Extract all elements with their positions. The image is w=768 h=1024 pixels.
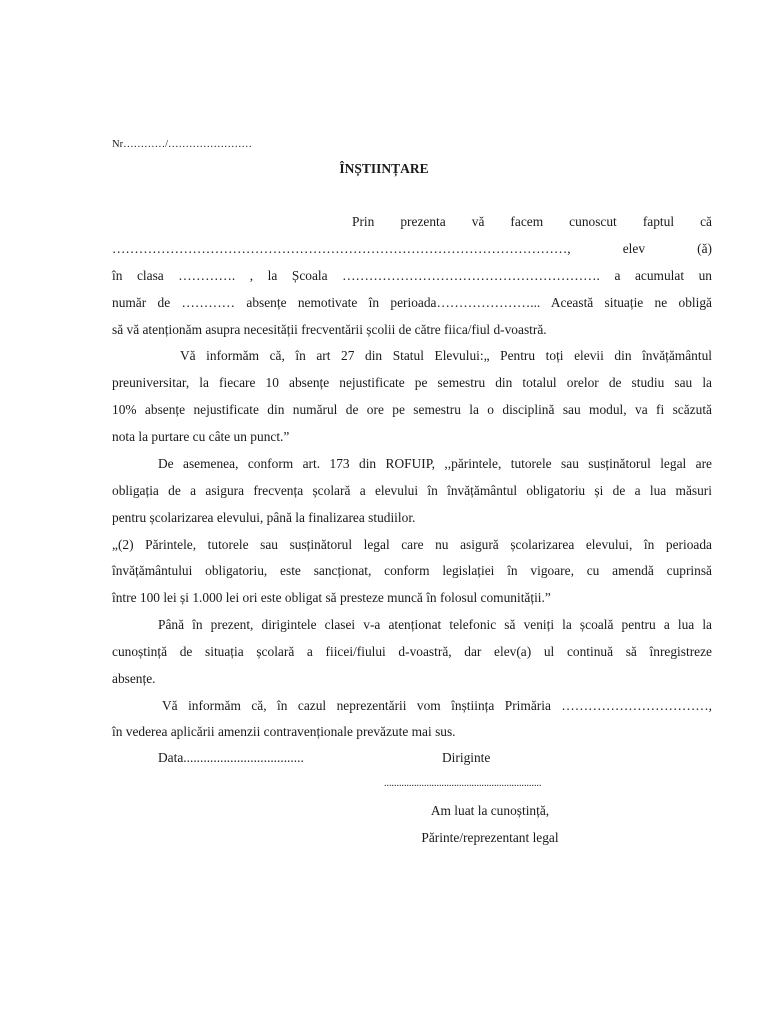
paragraph-4-line-1: „(2) Părintele, tutorele sau susținătorul legal care nu asigură școlarizarea elevului, în perioada: [112, 537, 712, 552]
diriginte-label: Diriginte: [442, 750, 491, 765]
paragraph-4-line-3: între 100 lei și 1.000 lei ori este obligat să presteze muncă în folosul comunității.”: [112, 590, 551, 605]
paragraph-6-line-2: în vederea aplicării amenzii contravenționale prevăzute mai sus.: [112, 724, 456, 739]
signature-line: ...............................................................: [384, 778, 542, 789]
paragraph-5-line-1: Până în prezent, dirigintele clasei v-a atenționat telefonic să veniți la școală pentru a lua la: [158, 617, 712, 632]
paragraph-2-line-1: Vă informăm că, în art 27 din Statul Elevului:„ Pentru toți elevii din învățământul: [180, 348, 712, 363]
paragraph-1-line-3: în clasa …………. , la Școala …………………………………………………. a acumulat un: [112, 268, 712, 283]
paragraph-1-line-1: Prin prezenta vă facem cunoscut faptul că: [352, 214, 712, 229]
paragraph-2-line-3: 10% absențe nejustificate din numărul de ore pe semestru la o disciplină sau modul, va fi scăzută: [112, 402, 712, 417]
paragraph-6-line-1: Vă informăm că, în cazul neprezentării vom înștiința Primăria ……………………………,: [162, 698, 712, 713]
date-field: Data....................................: [158, 750, 304, 765]
parent-representative-line: Părinte/reprezentant legal: [421, 830, 559, 845]
paragraph-1-line-5: să vă atenționăm asupra necesității frecventării școlii de către fiica/fiul d-voastră.: [112, 322, 547, 337]
paragraph-3-line-3: pentru școlarizarea elevului, până la finalizarea studiilor.: [112, 510, 416, 525]
paragraph-5-line-2: cunoștință de situația școlară a fiicei/fiului d-voastră, dar elev(a) ul continuă să înregistreze: [112, 644, 712, 659]
paragraph-2-line-2: preuniversitar, la fiecare 10 absențe nejustificate pe semestru din totalul orelor de studiu sau la: [112, 375, 712, 390]
paragraph-1-line-2: …………………………………………………………………………………………, elev (ă): [112, 241, 712, 256]
paragraph-5-line-3: absențe.: [112, 671, 156, 686]
document-number: Nr…………/……………………: [112, 139, 252, 150]
paragraph-3-line-2: obligația de a asigura frecvența școlară a elevului în învățământul obligatoriu și de a lua măsuri: [112, 483, 712, 498]
paragraph-2-line-4: nota la purtare cu câte un punct.”: [112, 429, 290, 444]
document-title: ÎNȘTIINȚARE: [339, 161, 429, 176]
paragraph-3-line-1: De asemenea, conform art. 173 din ROFUIP, ,,părintele, tutorele sau susținătorul legal are: [158, 456, 712, 471]
paragraph-1-line-4: număr de ………… absențe nemotivate în perioada…………………... Această situație ne obligă: [112, 295, 712, 310]
paragraph-4-line-2: învățământului obligatoriu, este sancționat, conform legislației în vigoare, cu amendă cuprinsă: [112, 563, 712, 578]
acknowledgement-line: Am luat la cunoștință,: [430, 803, 550, 818]
